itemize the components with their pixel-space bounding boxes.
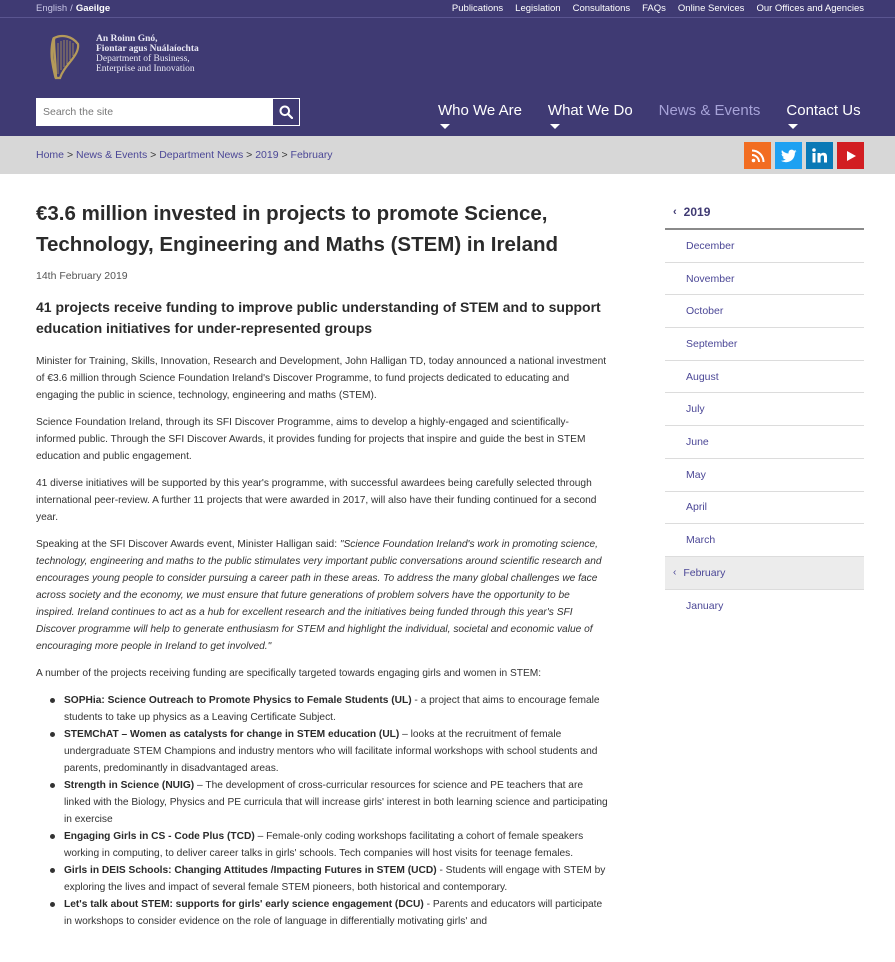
project-name: Engaging Girls in CS - Code Plus (TCD): [64, 831, 255, 842]
chevron-left-icon: ‹: [673, 206, 677, 218]
lang-separator: /: [70, 3, 73, 14]
nav-contact-us[interactable]: [786, 102, 860, 119]
utility-link-offices[interactable]: Our Offices and Agencies: [756, 3, 864, 14]
nav-label: What We Do: [547, 102, 633, 119]
list-item: [64, 862, 608, 896]
sidebar-year-label: 2019: [683, 205, 711, 219]
archive-sidebar: [665, 196, 864, 622]
sidebar-item-august[interactable]: [665, 361, 864, 394]
linkedin-icon: [812, 148, 828, 163]
sidebar-item-september[interactable]: [665, 328, 864, 361]
sidebar-item-november[interactable]: [665, 263, 864, 296]
chevron-left-icon: ‹: [673, 567, 677, 579]
utility-links: [452, 3, 864, 14]
sidebar-item-label: April: [686, 501, 708, 514]
article: [36, 198, 608, 930]
utility-link-consultations[interactable]: Consultations: [572, 3, 631, 14]
sidebar-year-2019[interactable]: [665, 196, 864, 230]
breadcrumb-separator: >: [150, 149, 157, 161]
sidebar-item-label: December: [686, 239, 735, 252]
sidebar-item-label: March: [686, 534, 716, 547]
caret-down-icon: [550, 124, 560, 129]
article-paragraph: A number of the projects receiving funding are specifically targeted towards engaging girls and women in STEM:: [36, 668, 542, 679]
linkedin-button[interactable]: [806, 142, 833, 169]
list-item: [64, 726, 608, 777]
sidebar-item-may[interactable]: [665, 459, 864, 492]
caret-down-icon: [788, 124, 798, 129]
logo-line: Fiontar agus Nuálaíochta: [96, 44, 199, 54]
project-list: [36, 692, 608, 930]
project-name: Let's talk about STEM: supports for girls' early science engagement (DCU): [64, 899, 424, 910]
project-name: STEMChAT – Women as catalysts for change in STEM education (UL): [64, 729, 400, 740]
youtube-button[interactable]: [837, 142, 864, 169]
sidebar-item-june[interactable]: [665, 426, 864, 459]
nav-label: Contact Us: [786, 102, 861, 119]
search-input[interactable]: [36, 98, 272, 126]
breadcrumb-department-news[interactable]: Department News: [159, 149, 244, 161]
list-item: [64, 692, 608, 726]
minister-quote: "Science Foundation Ireland's work in promoting science, technology, engineering and maths to the public stimulates very important public conversations around scientific research and encourages young people to consider pursuing a career path in these areas. To address the many global challenges we face across society and the economy, we must ensure that future generations of problem solvers have the opportunity to be inspired. Ireland continues to act as a hub for excellent research and the initiatives being funded through this year's SFI Discover programme will help to generate enthusiasm for STEM and highlight the individual, societal and economic value of encouraging more people in Ireland to get involved.": [36, 539, 602, 652]
project-description: - Parents and educators will participate in workshops to consider evidence on the role of language in differentially motivating girls' and: [64, 899, 603, 927]
caret-down-icon: [440, 124, 450, 129]
list-item: [64, 777, 608, 828]
breadcrumb-2019[interactable]: 2019: [255, 149, 279, 161]
sidebar-item-january[interactable]: [665, 590, 864, 623]
logo-text: [96, 34, 199, 74]
project-description: - a project that aims to encourage female students to take up physics as a Leaving Certificate Subject.: [64, 695, 600, 723]
nav-label: News & Events: [658, 102, 761, 119]
sidebar-item-label: October: [686, 305, 724, 318]
breadcrumb-news-events[interactable]: News & Events: [76, 149, 148, 161]
sidebar-item-february[interactable]: [665, 557, 864, 590]
project-name: Girls in DEIS Schools: Changing Attitudes /Impacting Futures in STEM (UCD): [64, 865, 437, 876]
site-search: [36, 98, 300, 126]
project-description: – looks at the recruitment of female undergraduate STEM Champions and industry mentors who will facilitate informal workshops with school students and parents, predominantly in disadvantaged areas.: [64, 729, 598, 774]
sidebar-item-label: August: [686, 370, 719, 383]
article-subtitle: 41 projects receive funding to improve public understanding of STEM and to support education initiatives for under-represented groups: [36, 299, 601, 336]
social-links: [744, 142, 864, 169]
sidebar-item-label: July: [686, 403, 705, 416]
utility-bar: [0, 0, 895, 18]
twitter-icon: [781, 149, 797, 163]
sidebar-item-december[interactable]: [665, 230, 864, 263]
sidebar-item-label: June: [686, 435, 709, 448]
youtube-icon: [845, 150, 857, 162]
sidebar-item-label: May: [686, 468, 706, 481]
logo-line: Enterprise and Innovation: [96, 64, 195, 74]
sidebar-item-october[interactable]: [665, 295, 864, 328]
utility-link-faqs[interactable]: FAQs: [642, 3, 666, 14]
search-button[interactable]: [272, 98, 300, 126]
site-header: [0, 0, 895, 136]
list-item: [64, 828, 608, 862]
breadcrumb-home[interactable]: Home: [36, 149, 65, 161]
nav-what-we-do[interactable]: [548, 102, 633, 119]
department-logo[interactable]: [48, 34, 199, 80]
project-description: – Female-only coding workshops facilitating a cohort of female speakers working in computing, to deliver career talks in girls' schools. Tech companies will host visits for teenage females.: [64, 831, 584, 859]
rss-button[interactable]: [744, 142, 771, 169]
sidebar-item-label: November: [686, 272, 735, 285]
language-switcher: [36, 3, 110, 14]
project-description: - Students will engage with STEM by exploring the lives and impact of several female STEM pioneers, both historical and contemporary.: [64, 865, 606, 893]
sidebar-item-label: January: [686, 599, 724, 612]
logo-line: An Roinn Gnó,: [96, 34, 158, 44]
sidebar-item-label: February: [683, 566, 726, 579]
sidebar-item-april[interactable]: [665, 492, 864, 525]
harp-icon: [48, 34, 82, 80]
twitter-button[interactable]: [775, 142, 802, 169]
sidebar-item-july[interactable]: [665, 393, 864, 426]
nav-label: Who We Are: [438, 102, 522, 119]
logo-line: Department of Business,: [96, 54, 190, 64]
utility-link-legislation[interactable]: Legislation: [515, 3, 561, 14]
project-name: SOPHia: Science Outreach to Promote Physics to Female Students (UL): [64, 695, 412, 706]
nav-who-we-are[interactable]: [438, 102, 522, 119]
utility-link-publications[interactable]: Publications: [451, 3, 504, 14]
article-paragraph-quote: [36, 536, 608, 655]
sidebar-item-march[interactable]: [665, 524, 864, 557]
breadcrumb-bar: [0, 136, 895, 174]
breadcrumb-separator: >: [66, 149, 74, 161]
article-paragraph: Minister for Training, Skills, Innovation, Research and Development, John Halligan TD, today announced a national investment of €3.6 million through Science Foundation Ireland's Discover Programme, to fund projects dedicated to educating and engaging the public in science, technology, engineering and maths (STEM).: [36, 356, 607, 401]
lang-irish-link[interactable]: Gaeilge: [75, 3, 111, 14]
quote-lead: Speaking at the SFI Discover Awards event, Minister Halligan said:: [36, 539, 340, 550]
list-item: [64, 896, 608, 930]
article-date: 14th February 2019: [36, 270, 128, 282]
lang-english-link[interactable]: English: [36, 3, 68, 14]
project-name: Strength in Science (NUIG): [64, 780, 195, 791]
page-title: €3.6 million invested in projects to promote Science, Technology, Engineering and Maths (STEM) in Ireland: [36, 202, 559, 256]
breadcrumb-separator: >: [281, 149, 288, 161]
breadcrumb-february[interactable]: February: [290, 149, 333, 161]
article-paragraph: 41 diverse initiatives will be supported by this year's programme, with successful awardees being carefully selected through international peer-review. A further 11 projects that were awarded in 2017, will also have their funding continued for a second year.: [36, 478, 597, 523]
nav-news-events[interactable]: [659, 102, 761, 119]
search-icon: [279, 105, 293, 119]
project-description: – The development of cross-curricular resources for science and PE teachers that are linked with the Biology, Physics and PE curricula that will increase girls' interest in both learning science and participating in exercise: [64, 780, 608, 825]
breadcrumb: [36, 149, 333, 161]
main-navigation: [438, 102, 861, 119]
breadcrumb-separator: >: [246, 149, 253, 161]
sidebar-item-label: September: [686, 337, 738, 350]
article-paragraph: Science Foundation Ireland, through its SFI Discover Programme, aims to develop a highly-engaged and scientifically-informed public. Through the SFI Discover Awards, it provides funding for projects that inspire and guide the best in STEM education and public engagement.: [36, 417, 586, 462]
utility-link-online-services[interactable]: Online Services: [677, 3, 745, 14]
rss-icon: [751, 149, 765, 163]
